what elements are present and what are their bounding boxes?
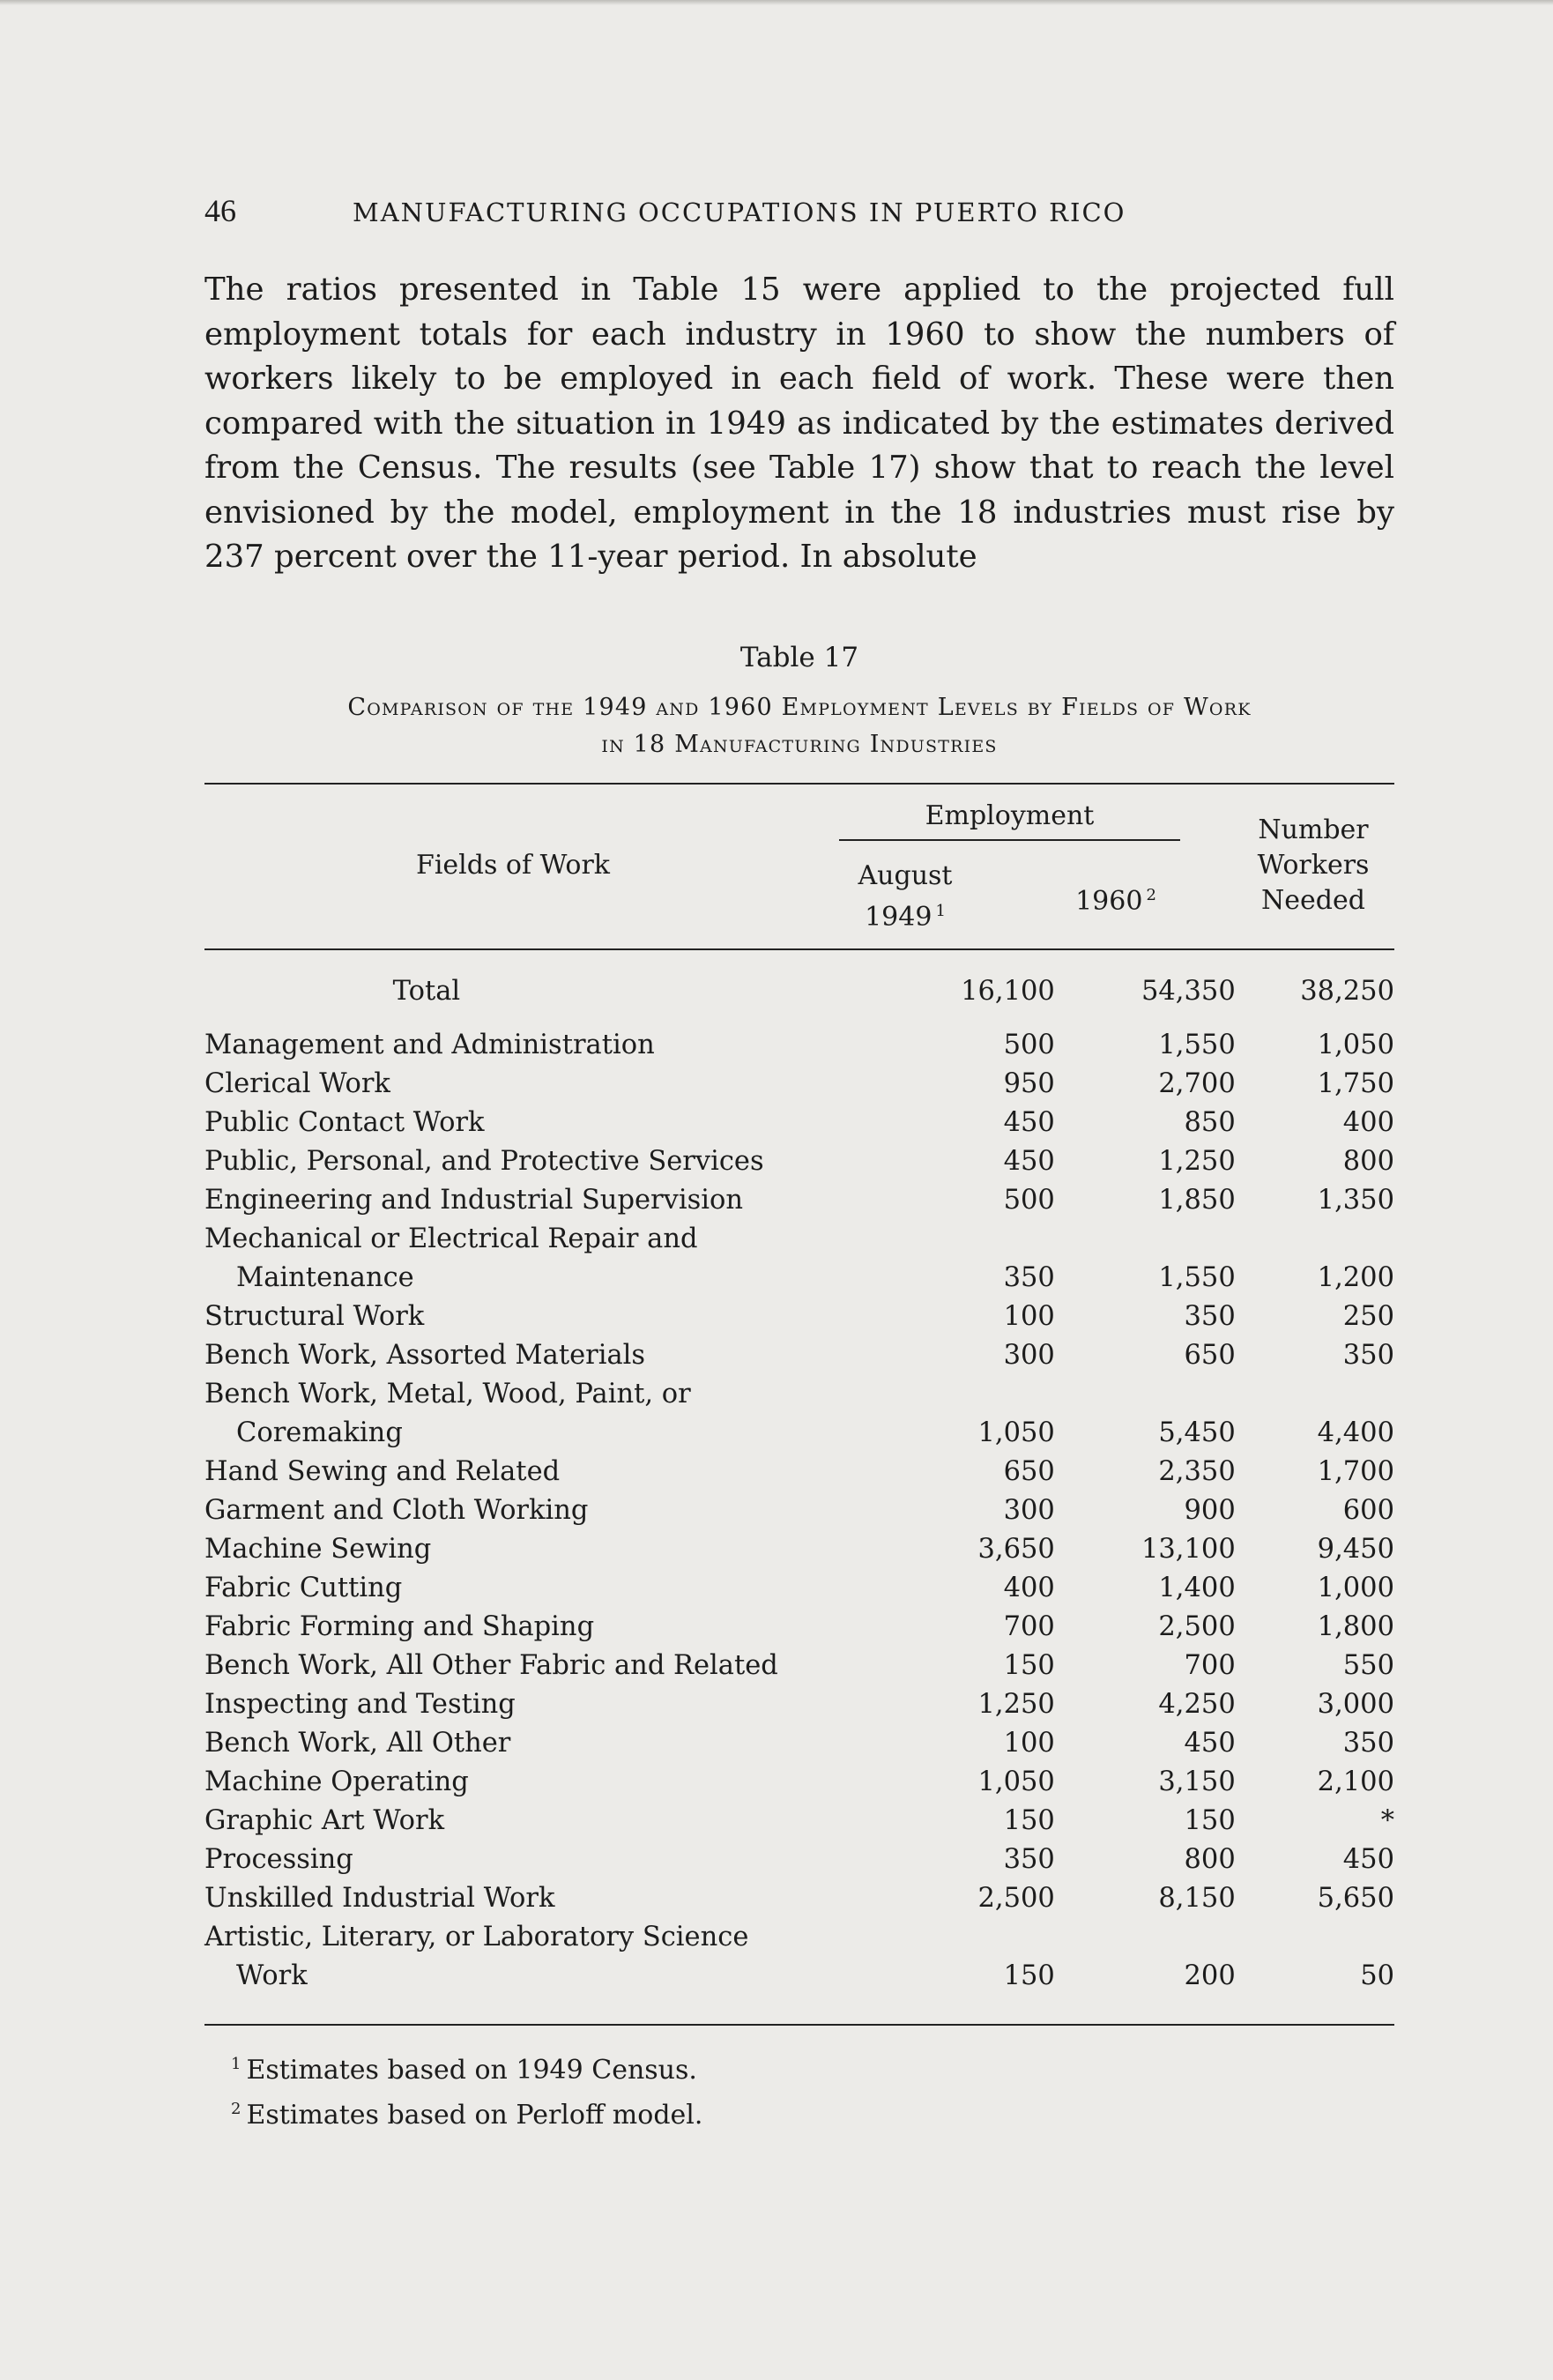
row-value-1949: 350 <box>1003 1844 1055 1875</box>
row-label: Machine Operating <box>204 1766 469 1797</box>
row-value-1949: 400 <box>1003 1573 1055 1603</box>
row-value-1960: 2,500 <box>1158 1611 1236 1642</box>
row-value-needed: 1,750 <box>1317 1068 1394 1099</box>
row-label: Public Contact Work <box>204 1107 485 1138</box>
row-value-needed: 800 <box>1342 1146 1394 1177</box>
row-label: Inspecting and Testing <box>204 1689 516 1720</box>
row-label: Artistic, Literary, or Laboratory Science Work <box>204 1922 749 1991</box>
row-value-1949: 950 <box>1003 1068 1055 1099</box>
row-value-1949: 500 <box>1003 1030 1055 1060</box>
table-row <box>204 1220 1394 1298</box>
row-value-needed: 3,000 <box>1317 1689 1394 1720</box>
row-value-needed: * <box>1380 1805 1394 1836</box>
row-label: Engineering and Industrial Supervision <box>204 1185 743 1216</box>
table-row <box>204 1336 1394 1375</box>
footnote-ref-2: 2 <box>1146 886 1156 904</box>
row-label: Unskilled Industrial Work <box>204 1883 555 1914</box>
table-row <box>204 1453 1394 1491</box>
row-value-1960: 900 <box>1184 1495 1236 1526</box>
row-label: Bench Work, All Other <box>204 1728 511 1759</box>
table-row <box>204 1375 1394 1453</box>
row-value-1960: 5,450 <box>1158 1417 1236 1448</box>
table-caption <box>204 642 1394 763</box>
table-row <box>204 1491 1394 1530</box>
row-value-1949: 3,650 <box>977 1534 1055 1565</box>
column-header-fields: Fields of Work <box>416 850 610 881</box>
august-label: August <box>858 860 953 891</box>
table-row <box>204 1763 1394 1802</box>
table-title-line-2: in 18 Manufacturing Industries <box>601 731 998 758</box>
row-value-1960: 8,150 <box>1158 1883 1236 1914</box>
table-row <box>204 1181 1394 1220</box>
table-top-rule <box>204 783 1394 785</box>
table-row <box>204 1142 1394 1181</box>
row-value-1960: 850 <box>1184 1107 1236 1138</box>
row-label: Bench Work, Assorted Materials <box>204 1340 646 1371</box>
row-value-1960: 1,400 <box>1158 1573 1236 1603</box>
row-value-needed: 2,100 <box>1317 1766 1394 1797</box>
footnote-1: $^1$ Estimates based on 1949 Census. <box>231 2055 697 2086</box>
table-header-rule <box>204 948 1394 950</box>
row-value-1949: 150 <box>1003 1960 1055 1991</box>
table-row <box>204 1569 1394 1608</box>
row-value-needed: 600 <box>1342 1495 1394 1526</box>
table-row <box>204 1104 1394 1142</box>
column-header-1960: 1960 $^2$ <box>1075 886 1156 917</box>
row-value-1949: 300 <box>1003 1495 1055 1526</box>
row-value-1949: 100 <box>1003 1728 1055 1759</box>
row-value-1949: 1,050 <box>977 1417 1055 1448</box>
footnote-2: $^2$ Estimates based on Perloff model. <box>231 2100 703 2131</box>
row-value-needed: 250 <box>1342 1301 1394 1332</box>
table-row <box>204 1918 1394 1996</box>
table-row <box>204 1685 1394 1724</box>
row-value-1949: 150 <box>1003 1805 1055 1836</box>
table-row <box>204 1298 1394 1336</box>
scan-edge <box>0 0 1553 5</box>
total-label: Total <box>392 976 461 1007</box>
row-label: Mechanical or Electrical Repair and Maintenance <box>204 1223 698 1293</box>
total-needed: 38,250 <box>1300 976 1394 1007</box>
row-value-1960: 13,100 <box>1141 1534 1236 1565</box>
row-value-1949: 300 <box>1003 1340 1055 1371</box>
row-value-1949: 1,250 <box>977 1689 1055 1720</box>
row-label: Hand Sewing and Related <box>204 1456 561 1487</box>
row-value-1960: 200 <box>1184 1960 1236 1991</box>
table-bottom-rule <box>204 2024 1394 2026</box>
row-label: Fabric Cutting <box>204 1573 403 1603</box>
row-value-needed: 1,800 <box>1317 1611 1394 1642</box>
table-row <box>204 1647 1394 1685</box>
row-label: Garment and Cloth Working <box>204 1495 589 1526</box>
row-value-1960: 1,250 <box>1158 1146 1236 1177</box>
row-value-1949: 2,500 <box>977 1883 1055 1914</box>
row-value-needed: 450 <box>1342 1844 1394 1875</box>
employment-header-rule <box>839 839 1180 841</box>
table-row <box>204 1530 1394 1569</box>
row-value-1949: 100 <box>1003 1301 1055 1332</box>
row-label: Bench Work, Metal, Wood, Paint, or Coremaking <box>204 1379 691 1448</box>
column-header-employment: Employment <box>925 800 1095 831</box>
row-value-1960: 1,850 <box>1158 1185 1236 1216</box>
year-1949-label: 1949 $^1$ <box>865 902 946 933</box>
row-value-1960: 150 <box>1184 1805 1236 1836</box>
table-row <box>204 1724 1394 1763</box>
table-row <box>204 1841 1394 1879</box>
row-value-1960: 2,350 <box>1158 1456 1236 1487</box>
row-value-1960: 1,550 <box>1158 1262 1236 1293</box>
row-label: Processing <box>204 1844 353 1875</box>
table-row <box>204 1026 1394 1065</box>
row-label: Machine Sewing <box>204 1534 432 1565</box>
row-value-1960: 650 <box>1184 1340 1236 1371</box>
row-value-needed: 400 <box>1342 1107 1394 1138</box>
row-value-needed: 1,000 <box>1317 1573 1394 1603</box>
row-label: Graphic Art Work <box>204 1805 445 1836</box>
row-value-1960: 1,550 <box>1158 1030 1236 1060</box>
table-number: Table 17 <box>739 642 859 673</box>
table-row <box>204 1065 1394 1104</box>
footnote-ref-1: 1 <box>935 902 946 920</box>
total-1949: 16,100 <box>961 976 1055 1007</box>
table-row <box>204 1802 1394 1841</box>
row-label: Clerical Work <box>204 1068 390 1099</box>
row-label: Bench Work, All Other Fabric and Related <box>204 1650 778 1681</box>
row-value-1949: 650 <box>1003 1456 1055 1487</box>
row-value-needed: 50 <box>1360 1960 1394 1991</box>
running-head: MANUFACTURING OCCUPATIONS IN PUERTO RICO <box>353 197 1126 227</box>
total-1960: 54,350 <box>1141 976 1236 1007</box>
row-label: Public, Personal, and Protective Services <box>204 1146 764 1177</box>
row-value-1949: 1,050 <box>977 1766 1055 1797</box>
table-title-line-1: Comparison of the 1949 and 1960 Employment Levels by Fields of Work <box>347 694 1252 721</box>
row-value-1960: 800 <box>1184 1844 1236 1875</box>
column-header-august-1949 <box>839 859 971 935</box>
row-value-1960: 700 <box>1184 1650 1236 1681</box>
page-header <box>204 192 1394 229</box>
row-value-1949: 500 <box>1003 1185 1055 1216</box>
table-row-total <box>204 970 1394 1026</box>
row-value-needed: 1,200 <box>1317 1262 1394 1293</box>
row-value-1960: 350 <box>1184 1301 1236 1332</box>
row-value-1960: 2,700 <box>1158 1068 1236 1099</box>
row-value-1949: 350 <box>1003 1262 1055 1293</box>
row-label: Management and Administration <box>204 1030 655 1060</box>
footnotes <box>231 2045 702 2135</box>
row-value-1949: 450 <box>1003 1107 1055 1138</box>
row-value-needed: 9,450 <box>1317 1534 1394 1565</box>
page-number: 46 <box>204 193 236 228</box>
row-label: Fabric Forming and Shaping <box>204 1611 595 1642</box>
row-value-needed: 1,700 <box>1317 1456 1394 1487</box>
table-row <box>204 1879 1394 1918</box>
row-value-needed: 550 <box>1342 1650 1394 1681</box>
row-value-needed: 350 <box>1342 1340 1394 1371</box>
row-value-1949: 150 <box>1003 1650 1055 1681</box>
table-row <box>204 1608 1394 1647</box>
row-value-1960: 3,150 <box>1158 1766 1236 1797</box>
row-value-1960: 4,250 <box>1158 1689 1236 1720</box>
row-value-1949: 700 <box>1003 1611 1055 1642</box>
employment-table <box>204 970 1394 1996</box>
row-value-1949: 450 <box>1003 1146 1055 1177</box>
row-value-needed: 1,350 <box>1317 1185 1394 1216</box>
row-value-needed: 4,400 <box>1317 1417 1394 1448</box>
row-label: Structural Work <box>204 1301 425 1332</box>
row-value-needed: 5,650 <box>1317 1883 1394 1914</box>
column-header-workers-needed: Number Workers Needed <box>1257 814 1370 916</box>
body-paragraph: The ratios presented in Table 15 were applied to the projected full employment totals for each industry in 1960 to show the numbers of workers likely to be employed in each field of work. These were then compared with the situation in 1949 as indicated by the estimates derived from the Census. The results (see Table 17) show that to reach the level envisioned by the model, employment in the 18 industries must rise by 237 percent over the 11-year period. In absolute <box>204 271 1394 575</box>
row-value-1960: 450 <box>1184 1728 1236 1759</box>
row-value-needed: 1,050 <box>1317 1030 1394 1060</box>
row-value-needed: 350 <box>1342 1728 1394 1759</box>
